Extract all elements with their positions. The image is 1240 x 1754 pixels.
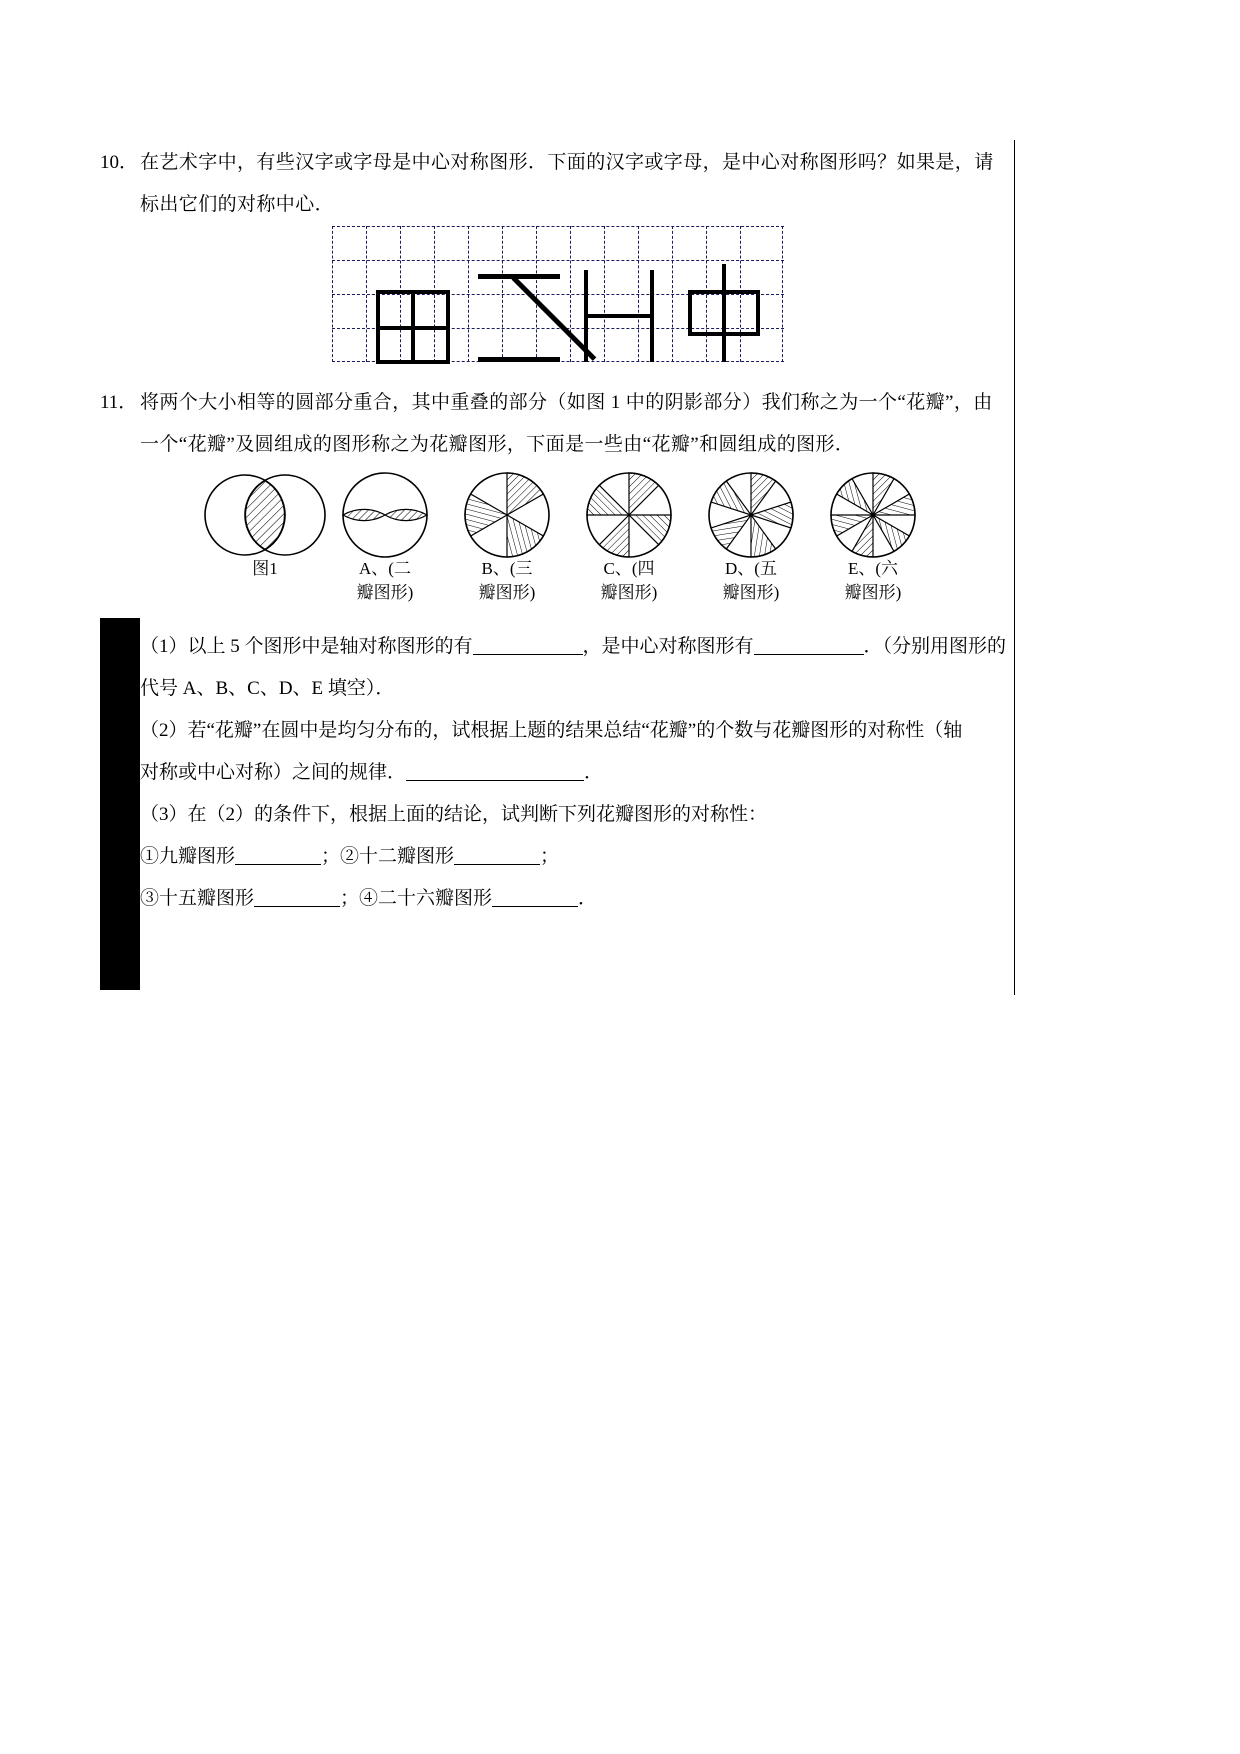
sub-2-text-a: 对称或中心对称）之间的规律． <box>140 762 407 783</box>
sub-question-3-line-3 <box>140 878 1020 920</box>
sub-question-3-line-2 <box>140 836 1020 878</box>
sub-question-1-line-2: 代号 A、B、C、D、E 填空）． <box>140 678 395 699</box>
figure-d-label: D、(五 <box>725 559 777 578</box>
sub-question-1-line-1 <box>140 626 1020 668</box>
figure-e-label: E、(六 <box>847 559 899 578</box>
answer-blank-1a[interactable] <box>473 634 583 655</box>
sub-1-text-a: （1）以上 5 个图形中是轴对称图形的有 <box>140 636 473 657</box>
question-10-line-2: 标出它们的对称中心． <box>140 194 335 215</box>
question-11-number: 11． <box>100 392 138 413</box>
sub-question-3-line-1: （3）在（2）的条件下，根据上面的结论，试判断下列花瓣图形的对称性： <box>140 804 768 825</box>
sub-2-text-b: ． <box>584 762 604 783</box>
left-black-bar <box>100 618 140 990</box>
figure-b <box>462 470 552 565</box>
answer-blank-3d[interactable] <box>492 886 578 907</box>
sub-3-item-4: ；④二十六瓣图形 <box>340 888 493 909</box>
sub-3-item-2: ；②十二瓣图形 <box>321 846 455 867</box>
answer-blank-3c[interactable] <box>254 886 340 907</box>
figure-a-label: A、(二 <box>359 559 411 578</box>
sub-3-item-1: ①九瓣图形 <box>140 846 236 867</box>
sub-1-text-c: ．（分别用图形的 <box>863 636 1007 657</box>
figure-a-label-2: 瓣图形) <box>356 583 414 602</box>
sub-3-sep-2: ； <box>540 846 560 867</box>
question-11-line-1: 将两个大小相等的圆部分重合，其中重叠的部分（如图 1 中的阴影部分）我们称之为一个“花瓣”，由 <box>140 392 993 413</box>
flower-figures-row <box>200 470 920 610</box>
sub-question-2-line-1: （2）若“花瓣”在圆中是均匀分布的，试根据上题的结果总结“花瓣”的个数与花瓣图形的对称性（轴 <box>140 720 963 741</box>
sub-3-end: ． <box>578 888 598 909</box>
figure-d-label-2: 瓣图形) <box>722 583 780 602</box>
figure-b-label: B、(三 <box>481 559 533 578</box>
answer-blank-1b[interactable] <box>754 634 864 655</box>
question-10-number: 10． <box>100 152 139 173</box>
figure-c-label-2: 瓣图形) <box>600 583 658 602</box>
figure-e <box>828 470 918 565</box>
answer-blank-3b[interactable] <box>454 844 540 865</box>
question-10-line-1: 在艺术字中，有些汉字或字母是中心对称图形．下面的汉字或字母，是中心对称图形吗？如果是，请 <box>140 152 994 173</box>
question-11-line-2: 一个“花瓣”及圆组成的图形称之为花瓣图形，下面是一些由“花瓣”和圆组成的图形． <box>140 434 855 455</box>
figure-a <box>340 470 430 565</box>
figure-c <box>584 470 674 565</box>
sub-3-item-3: ③十五瓣图形 <box>140 888 255 909</box>
sub-1-text-b: ，是中心对称图形有 <box>582 636 754 657</box>
figure-tu1 <box>200 470 330 565</box>
figure-tu1-label: 图1 <box>252 559 278 578</box>
answer-blank-2[interactable] <box>406 760 584 781</box>
figure-c-label: C、(四 <box>603 559 655 578</box>
figure-d <box>706 470 796 565</box>
sub-question-2-line-2 <box>140 752 1020 794</box>
grid-characters-figure <box>332 226 784 362</box>
figure-e-label-2: 瓣图形) <box>844 583 902 602</box>
answer-blank-3a[interactable] <box>235 844 321 865</box>
figure-b-label-2: 瓣图形) <box>478 583 536 602</box>
